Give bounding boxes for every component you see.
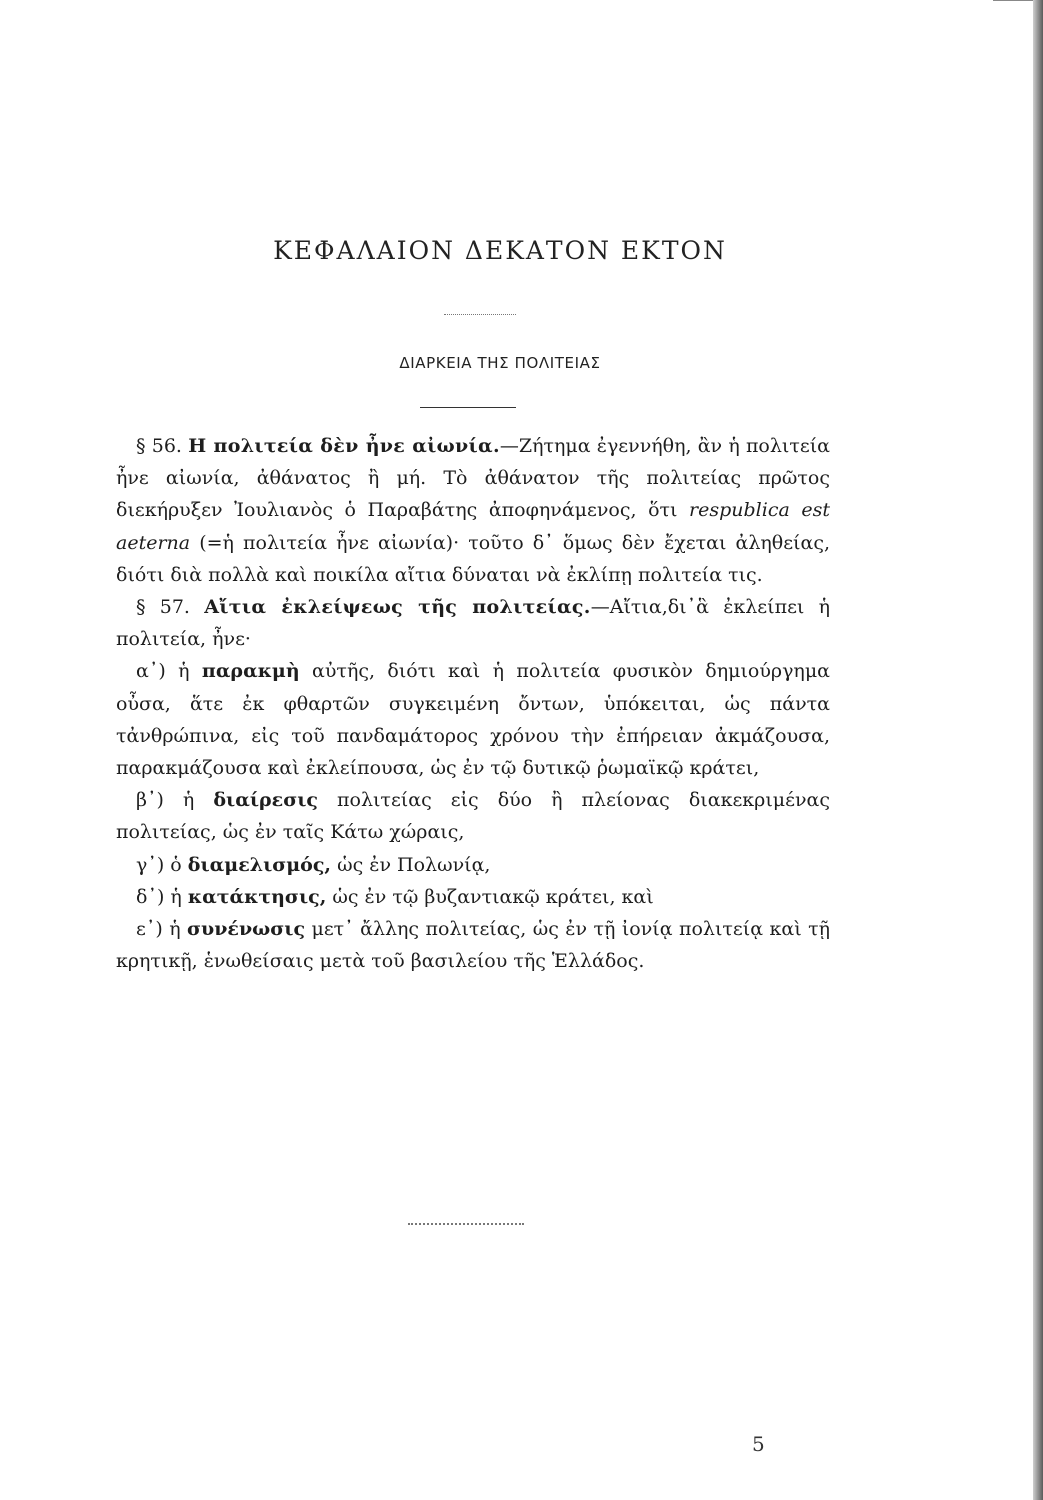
list-term: συνένωσις xyxy=(187,918,306,941)
end-divider xyxy=(408,1223,524,1225)
list-item-gamma xyxy=(116,849,830,881)
list-term: κατάκτησις, xyxy=(187,885,327,908)
list-item-delta xyxy=(116,881,830,913)
heading-dash-57: — xyxy=(590,596,610,619)
list-marker: δ᾽) ἡ xyxy=(136,885,182,908)
paragraph-heading-56: Η πολιτεία δὲν ἦνε αἰωνία. xyxy=(188,435,500,457)
section-title: ΔΙΑΡΚΕΙΑ ΤΗΣ ΠΟΛΙΤΕΙΑΣ xyxy=(399,354,601,372)
list-marker: β᾽) ἡ xyxy=(136,789,195,812)
paragraph-56 xyxy=(116,430,830,591)
heading-dash-56: — xyxy=(499,435,519,457)
section-number-57: § 57. xyxy=(136,596,190,619)
list-text: αὐτῆς, διότι καὶ ἡ πολιτεία φυσικὸν δημιούργημα οὖσα, ἅτε ἐκ φθαρτῶν συγκειμένη ὄντων, ὑπόκειται, ὡς πάντα τἀνθρώπινα, εἰς τοῦ πανδαμάτορος χρόνου τὴν ἐπήρειαν ἀκμάζουσα, παρακμάζουσα καὶ ἐκλείπουσα, ὡς ἐν τῷ δυτικῷ ῥωμαϊκῷ κράτει, xyxy=(116,660,830,780)
chapter-divider xyxy=(444,314,516,315)
paragraph-text-56b: (=ἡ πολιτεία ἦνε αἰωνία)· τοῦτο δ᾽ ὅμως δὲν ἔχεται ἀληθείας, διότι διὰ πολλὰ καὶ ποικίλα αἴτια δύναται νὰ ἐκλίπῃ πολιτεία τις. xyxy=(116,531,831,586)
list-text: ὡς ἐν τῷ βυζαντιακῷ κράτει, καὶ xyxy=(332,885,654,908)
list-marker: γ᾽) ὁ xyxy=(136,853,182,876)
page-edge-shadow xyxy=(1033,0,1043,1500)
paragraph-text-57: Αἴτια,δι᾽ἃ ἐκλείπει ἡ πολιτεία, ἦνε· xyxy=(116,596,830,651)
list-text: πολιτείας εἰς δύο ἢ πλείονας διακεκριμένας πολιτείας, ὡς ἐν ταῖς Κάτω χώραις, xyxy=(116,789,830,844)
list-term: διαμελισμός, xyxy=(187,853,332,876)
paragraph-57 xyxy=(116,591,830,655)
list-text: μετ᾽ ἄλλης πολιτείας, ὡς ἐν τῇ ἰονίᾳ πολιτείᾳ καὶ τῇ κρητικῇ, ἑνωθείσαις μετὰ τοῦ βασιλείου τῆς Ἑλλάδος. xyxy=(116,918,830,973)
latin-quote: respublica est aeterna xyxy=(116,499,830,554)
section-divider xyxy=(420,407,516,408)
list-item-epsilon xyxy=(116,913,830,977)
paragraph-heading-57: Αἴτια ἐκλείψεως τῆς πολιτείας. xyxy=(204,596,591,619)
list-term: διαίρεσις xyxy=(213,789,318,812)
list-text: ὡς ἐν Πολωνίᾳ, xyxy=(337,853,491,876)
page-edge-mark xyxy=(993,0,1033,1)
list-marker: α᾽) ἡ xyxy=(136,660,190,683)
section-number-56: § 56. xyxy=(136,435,182,457)
list-item-beta xyxy=(116,784,830,848)
list-item-alpha xyxy=(116,655,830,784)
chapter-title: ΚΕΦΑΛΑΙΟΝ ΔΕΚΑΤΟΝ ΕΚΤΟΝ xyxy=(273,236,727,265)
paragraph-text-56a: Ζήτημα ἐγεννήθη, ἂν ἡ πολιτεία ἦνε αἰωνία, ἀθάνατος ἢ μή. Τὸ ἀθάνατον τῆς πολιτείας πρῶτος διεκήρυξεν Ἰουλιανὸς ὁ Παραβάτης ἀποφηνάμενος, ὅτι xyxy=(116,435,830,522)
body-text xyxy=(116,430,830,977)
list-marker: ε᾽) ἡ xyxy=(136,918,181,941)
list-term: παρακμὴ xyxy=(201,660,300,683)
page-number: 5 xyxy=(752,1432,765,1456)
